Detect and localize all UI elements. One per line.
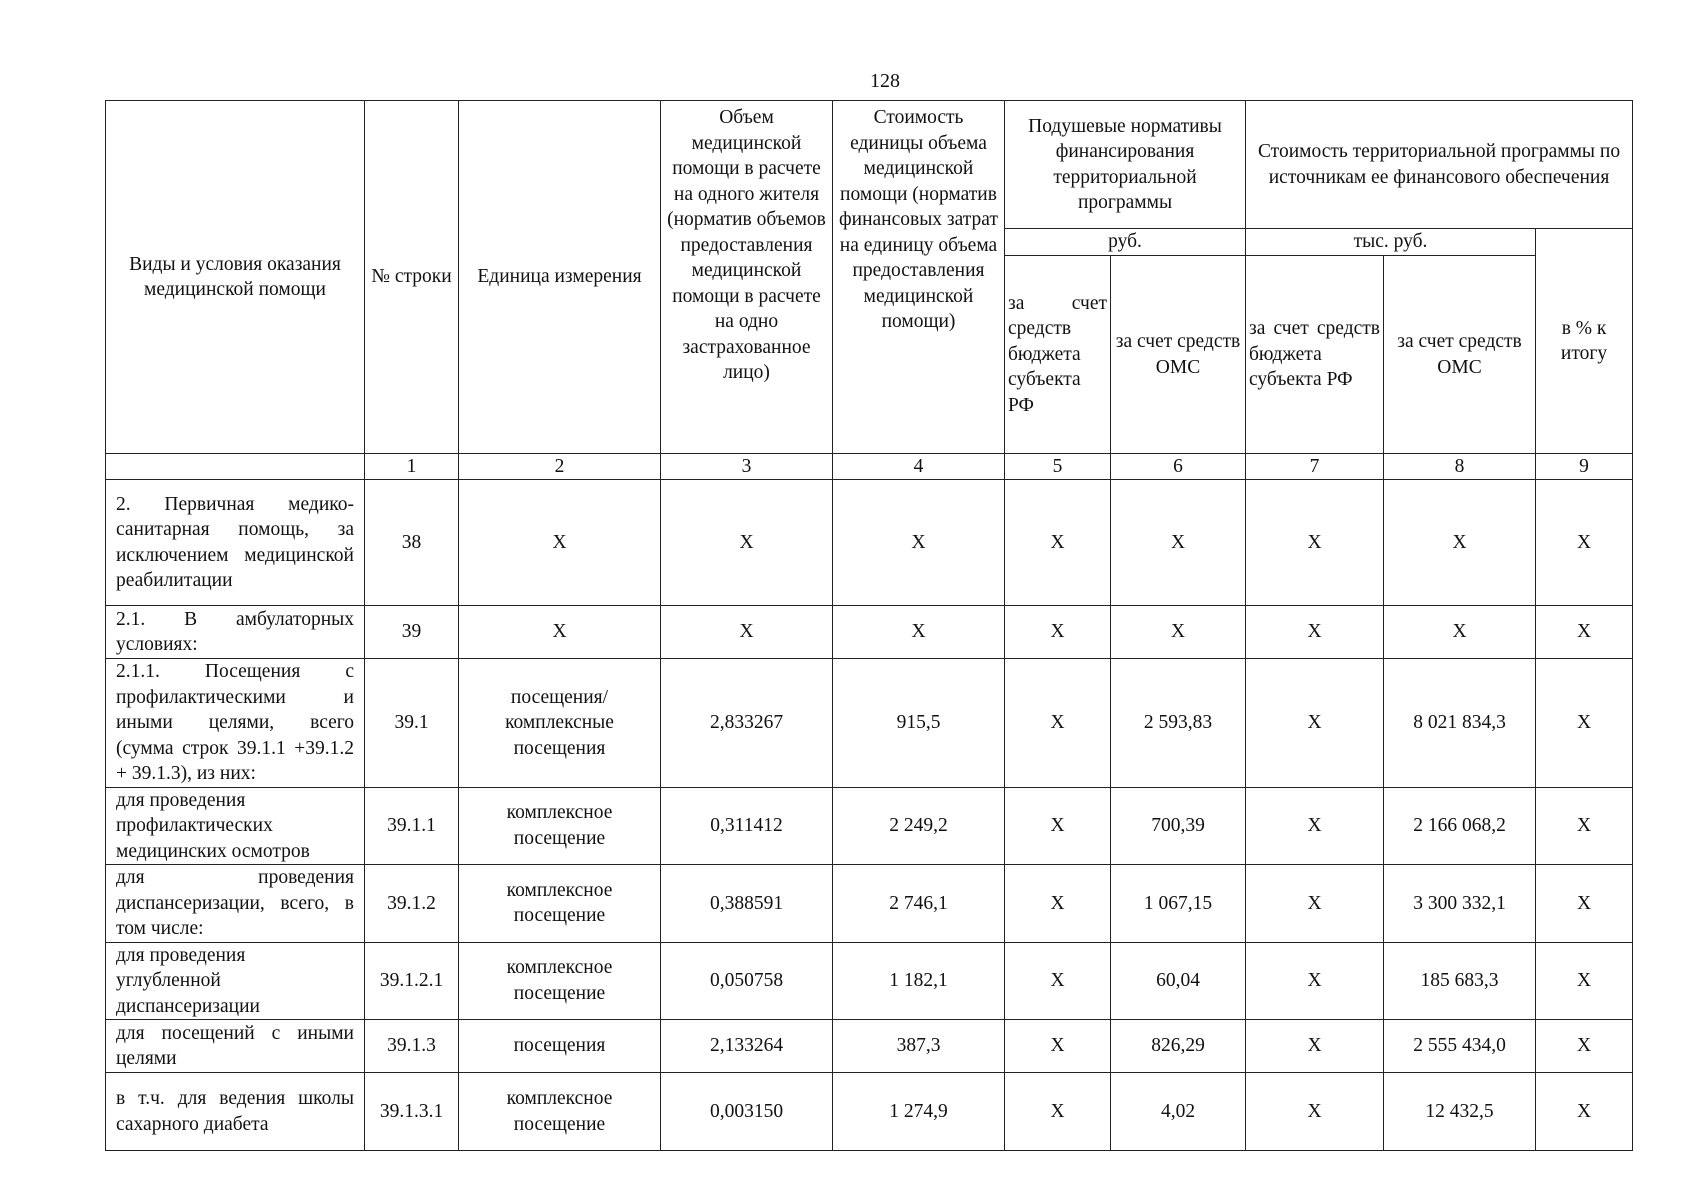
row-oms-rub: 60,04 [1111, 942, 1246, 1020]
row-budget-rub: X [1005, 480, 1111, 606]
row-number: 39 [365, 606, 459, 659]
row-unit: комплексное посещение [459, 942, 661, 1020]
row-unit: комплексное посещение [459, 865, 661, 943]
row-budget-thous: X [1246, 942, 1384, 1020]
row-oms-thous: 3 300 332,1 [1384, 865, 1536, 943]
row-budget-thous: X [1246, 1073, 1384, 1151]
row-number: 39.1.2 [365, 865, 459, 943]
row-oms-rub: 700,39 [1111, 787, 1246, 865]
row-cost: 387,3 [833, 1020, 1005, 1073]
row-volume: 2,133264 [661, 1020, 833, 1073]
row-cost: X [833, 480, 1005, 606]
row-percent: X [1536, 606, 1633, 659]
header-row-no: № строки [365, 101, 459, 454]
row-oms-thous: 8 021 834,3 [1384, 659, 1536, 788]
table-row [106, 480, 1633, 606]
header-unit-thous-rub: тыс. руб. [1246, 229, 1536, 256]
column-number [106, 454, 365, 480]
table-row [106, 942, 1633, 1020]
row-oms-thous: 185 683,3 [1384, 942, 1536, 1020]
table-row [106, 787, 1633, 865]
row-percent: X [1536, 865, 1633, 943]
header-oms-thous: за счет средств ОМС [1384, 256, 1536, 454]
row-oms-rub: 4,02 [1111, 1073, 1246, 1151]
row-budget-rub: X [1005, 865, 1111, 943]
header-volume: Объем медицинской помощи в расчете на одного жителя (норматив объемов предоставления медицинской помощи в расчете на одно застрахованное лицо) [661, 101, 833, 454]
header-budget-rub: за счет средств бюджета субъекта РФ [1005, 256, 1111, 454]
header-per-capita-group: Подушевые нормативы финансирования территориальной программы [1005, 101, 1246, 229]
row-oms-thous: 2 166 068,2 [1384, 787, 1536, 865]
column-number: 2 [459, 454, 661, 480]
row-budget-thous: X [1246, 480, 1384, 606]
table-row [106, 1073, 1633, 1151]
row-budget-rub: X [1005, 659, 1111, 788]
row-number: 39.1.1 [365, 787, 459, 865]
row-budget-thous: X [1246, 1020, 1384, 1073]
row-name: в т.ч. для ведения школы сахарного диабета [106, 1073, 365, 1151]
column-number: 6 [1111, 454, 1246, 480]
row-budget-thous: X [1246, 787, 1384, 865]
row-budget-thous: X [1246, 659, 1384, 788]
row-volume: 0,388591 [661, 865, 833, 943]
table-row [106, 659, 1633, 788]
row-cost: 2 249,2 [833, 787, 1005, 865]
row-oms-rub: 2 593,83 [1111, 659, 1246, 788]
row-name: 2.1. В амбулаторных условиях: [106, 606, 365, 659]
row-percent: X [1536, 1020, 1633, 1073]
row-volume: 0,311412 [661, 787, 833, 865]
row-budget-rub: X [1005, 1020, 1111, 1073]
row-unit: посещения/ комплексные посещения [459, 659, 661, 788]
row-percent: X [1536, 659, 1633, 788]
row-name: для проведения диспансеризации, всего, в том числе: [106, 865, 365, 943]
row-number: 39.1.3.1 [365, 1073, 459, 1151]
row-number: 39.1.2.1 [365, 942, 459, 1020]
row-oms-thous: 2 555 434,0 [1384, 1020, 1536, 1073]
row-oms-rub: X [1111, 606, 1246, 659]
row-volume: X [661, 606, 833, 659]
row-number: 39.1 [365, 659, 459, 788]
row-number: 38 [365, 480, 459, 606]
row-budget-rub: X [1005, 606, 1111, 659]
row-unit: комплексное посещение [459, 787, 661, 865]
table-row [106, 606, 1633, 659]
header-cost: Стоимость единицы объема медицинской помощи (норматив финансовых затрат на единицу объема предоставления медицинской помощи) [833, 101, 1005, 454]
row-unit: X [459, 480, 661, 606]
row-budget-rub: X [1005, 1073, 1111, 1151]
header-program-cost-group: Стоимость территориальной программы по источникам ее финансового обеспечения [1246, 101, 1633, 229]
column-number-row [106, 454, 1633, 480]
row-budget-rub: X [1005, 787, 1111, 865]
column-number: 5 [1005, 454, 1111, 480]
row-cost: 2 746,1 [833, 865, 1005, 943]
column-number: 8 [1384, 454, 1536, 480]
row-oms-thous: X [1384, 606, 1536, 659]
financing-table [105, 100, 1633, 1151]
row-cost: 1 182,1 [833, 942, 1005, 1020]
row-budget-thous: X [1246, 606, 1384, 659]
row-oms-rub: 826,29 [1111, 1020, 1246, 1073]
header-kind: Виды и условия оказания медицинской помощи [106, 101, 365, 454]
row-percent: X [1536, 942, 1633, 1020]
column-number: 4 [833, 454, 1005, 480]
row-oms-rub: 1 067,15 [1111, 865, 1246, 943]
column-number: 9 [1536, 454, 1633, 480]
row-unit: комплексное посещение [459, 1073, 661, 1151]
row-oms-thous: 12 432,5 [1384, 1073, 1536, 1151]
row-number: 39.1.3 [365, 1020, 459, 1073]
row-name: для проведения профилактических медицинских осмотров [106, 787, 365, 865]
header-unit-rub: руб. [1005, 229, 1246, 256]
header-percent: в % к итогу [1536, 229, 1633, 454]
row-percent: X [1536, 1073, 1633, 1151]
row-percent: X [1536, 787, 1633, 865]
row-volume: 2,833267 [661, 659, 833, 788]
row-unit: посещения [459, 1020, 661, 1073]
row-budget-rub: X [1005, 942, 1111, 1020]
header-unit: Единица измерения [459, 101, 661, 454]
row-volume: X [661, 480, 833, 606]
row-cost: 1 274,9 [833, 1073, 1005, 1151]
column-number: 1 [365, 454, 459, 480]
row-cost: X [833, 606, 1005, 659]
row-unit: X [459, 606, 661, 659]
column-number: 3 [661, 454, 833, 480]
row-percent: X [1536, 480, 1633, 606]
page-number: 128 [870, 70, 900, 92]
row-name: 2. Первичная медико-санитарная помощь, за исключением медицинской реабилитации [106, 480, 365, 606]
column-number: 7 [1246, 454, 1384, 480]
table-row [106, 865, 1633, 943]
header-oms-rub: за счет средств ОМС [1111, 256, 1246, 454]
row-name: для проведения углубленной диспансеризации [106, 942, 365, 1020]
row-oms-thous: X [1384, 480, 1536, 606]
row-cost: 915,5 [833, 659, 1005, 788]
row-oms-rub: X [1111, 480, 1246, 606]
table-row [106, 1020, 1633, 1073]
row-volume: 0,003150 [661, 1073, 833, 1151]
header-budget-thous: за счет средств бюджета субъекта РФ [1246, 256, 1384, 454]
row-volume: 0,050758 [661, 942, 833, 1020]
row-name: 2.1.1. Посещения с профилактическими и иными целями, всего (сумма строк 39.1.1 +39.1.2 + 39.1.3), из них: [106, 659, 365, 788]
row-budget-thous: X [1246, 865, 1384, 943]
row-name: для посещений с иными целями [106, 1020, 365, 1073]
